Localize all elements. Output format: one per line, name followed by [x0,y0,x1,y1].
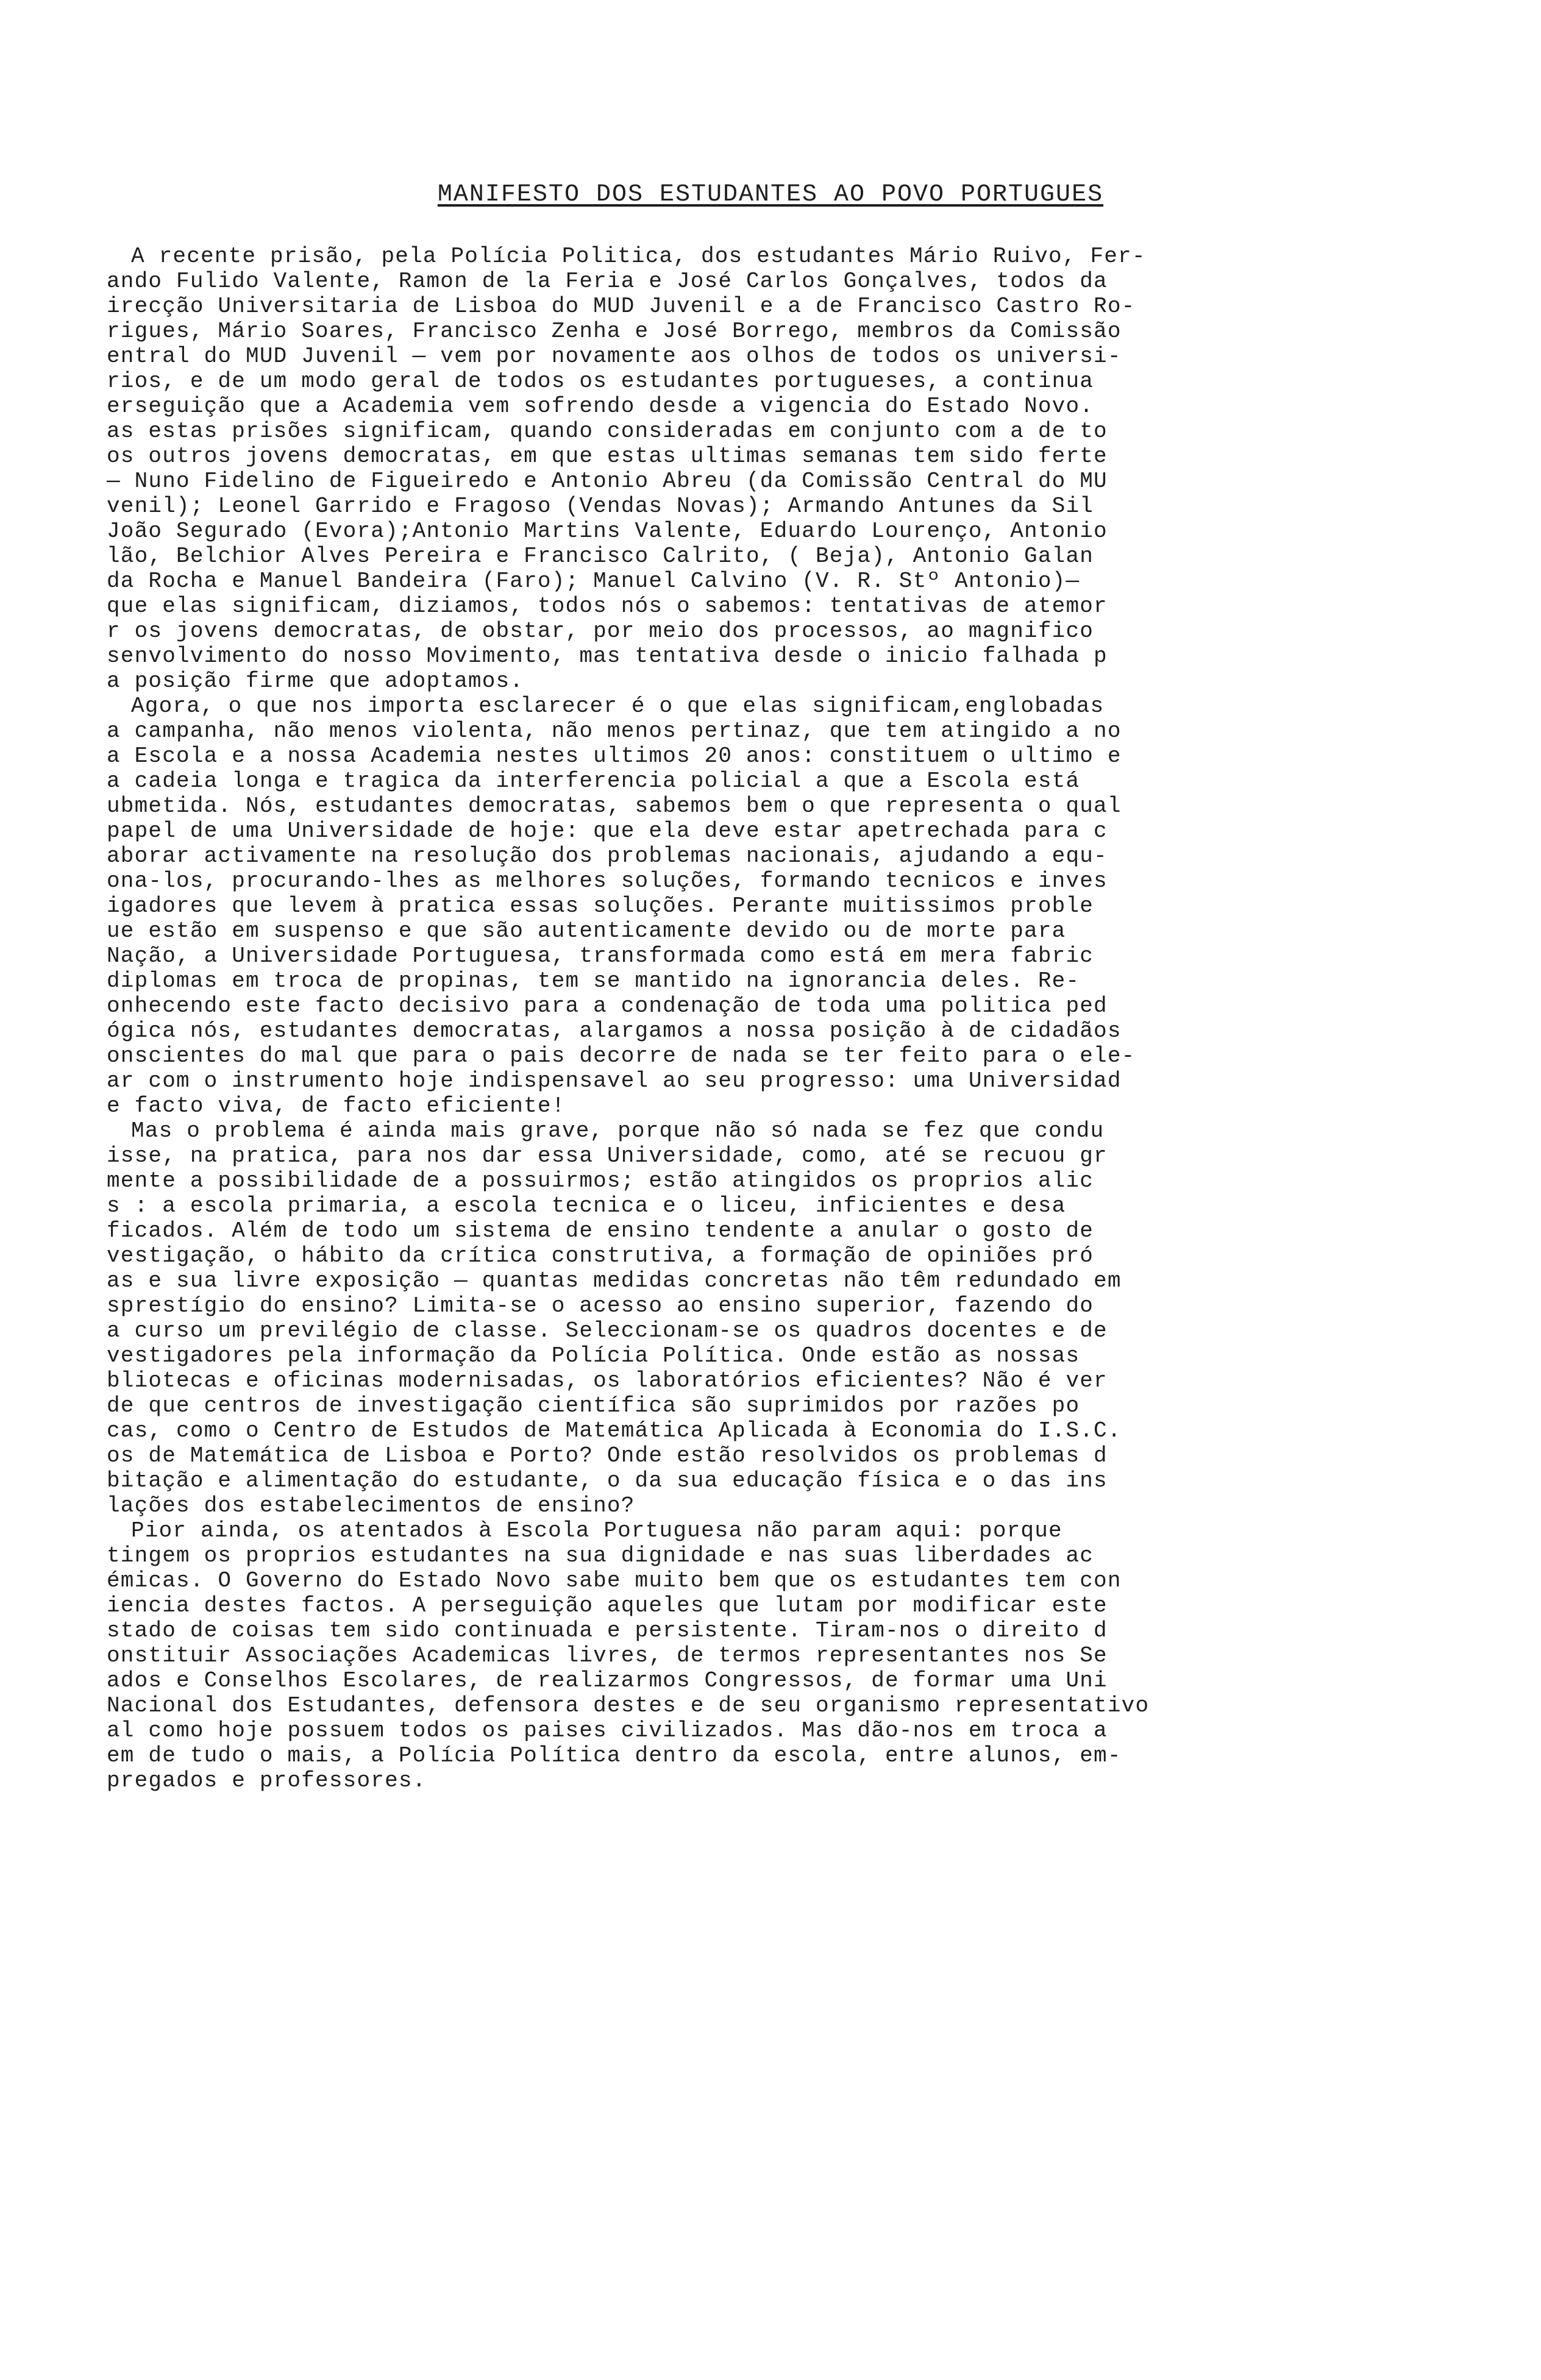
text-line: r os jovens democratas, de obstar, por meio dos processos, ao magnifico [107,619,1094,644]
text-line: a Escola e a nossa Academia nestes ultimos 20 anos: constituem o ultimo e [107,744,1122,769]
text-line: os de Matemática de Lisboa e Porto? Onde estão resolvidos os problemas d [107,1443,1108,1468]
text-line: bitação e alimentação do estudante, o da sua educação física e o das ins [107,1468,1108,1493]
text-line: a curso um previlégio de classe. Seleccionam-se os quadros docentes e de [107,1318,1108,1343]
text-line: s : a escola primaria, a escola tecnica e o liceu, inficientes e desa [107,1193,1066,1218]
text-line: a posição firme que adoptamos. [107,669,524,694]
text-line: ógica nós, estudantes democratas, alargamos a nossa posição à de cidadãos [107,1018,1122,1043]
text-line: Pior ainda, os atentados à Escola Portuguesa não param aqui: porque [131,1518,1062,1543]
text-line: as e sua livre exposição — quantas medidas concretas não têm redundado em [107,1268,1122,1293]
text-line: vestigação, o hábito da crítica construtiva, a formação de opiniões pró [107,1243,1094,1268]
text-line: senvolvimento do nosso Movimento, mas tentativa desde o inicio falhada p [107,644,1108,669]
text-line: Nação, a Universidade Portuguesa, transformada como está em mera fabric [107,943,1094,968]
text-line: mente a possibilidade de a possuirmos; estão atingidos os proprios alic [107,1168,1094,1193]
text-line: al como hoje possuem todos os paises civilizados. Mas dão-nos em troca a [107,1718,1108,1743]
text-line: ubmetida. Nós, estudantes democratas, sabemos bem o que representa o qual [107,794,1122,819]
text-line: irecção Universitaria de Lisboa do MUD Juvenil e a de Francisco Castro Ro- [107,294,1136,319]
text-line: em de tudo o mais, a Polícia Política dentro da escola, entre alunos, em- [107,1743,1122,1768]
text-line: stado de coisas tem sido continuada e persistente. Tiram-nos o direito d [107,1618,1108,1643]
text-line: erseguição que a Academia vem sofrendo desde a vigencia do Estado Novo. [107,394,1094,419]
text-line: diplomas em troca de propinas, tem se mantido na ignorancia deles. Re- [107,968,1080,993]
text-line: da Rocha e Manuel Bandeira (Faro); Manuel Calvino (V. R. Stº Antonio)— [107,569,1080,594]
text-line: Agora, o que nos importa esclarecer é o que elas significam,englobadas [131,694,1105,719]
document-body [107,244,1460,1793]
text-line: venil); Leonel Garrido e Fragoso (Vendas Novas); Armando Antunes da Sil [107,494,1094,519]
text-line: onhecendo este facto decisivo para a condenação de toda uma politica ped [107,993,1108,1018]
text-line: — Nuno Fidelino de Figueiredo e Antonio Abreu (da Comissão Central do MU [107,469,1108,494]
text-line: A recente prisão, pela Polícia Politica, dos estudantes Mário Ruivo, Fer- [131,244,1146,269]
text-line: ados e Conselhos Escolares, de realizarmos Congressos, de formar uma Uni [107,1668,1108,1693]
text-line: lão, Belchior Alves Pereira e Francisco Calrito, ( Beja), Antonio Galan [107,544,1094,569]
text-line: entral do MUD Juvenil — vem por novamente aos olhos de todos os universi- [107,344,1122,369]
text-line: émicas. O Governo do Estado Novo sabe muito bem que os estudantes tem con [107,1568,1122,1593]
text-line: e facto viva, de facto eficiente! [107,1093,566,1118]
text-line: tingem os proprios estudantes na sua dignidade e nas suas liberdades ac [107,1543,1094,1568]
text-line: ona-los, procurando-lhes as melhores soluções, formando tecnicos e inves [107,869,1108,893]
text-line: Mas o problema é ainda mais grave, porque não só nada se fez que condu [131,1118,1105,1143]
text-line: os outros jovens democratas, em que estas ultimas semanas tem sido ferte [107,444,1108,469]
text-line: a campanha, não menos violenta, não menos pertinaz, que tem atingido a no [107,719,1122,744]
page-title: MANIFESTO DOS ESTUDANTES AO POVO PORTUGUES [437,181,1104,208]
text-line: a cadeia longa e tragica da interferencia policial a que a Escola está [107,769,1080,794]
text-line: pregados e professores. [107,1768,427,1793]
text-line: papel de uma Universidade de hoje: que ela deve estar apetrechada para c [107,819,1108,844]
text-line: que elas significam, diziamos, todos nós o sabemos: tentativas de atemor [107,594,1108,619]
text-line: igadores que levem à pratica essas soluções. Perante muitissimos proble [107,893,1094,918]
text-line: ando Fulido Valente, Ramon de la Feria e José Carlos Gonçalves, todos da [107,269,1108,294]
text-line: ue estão em suspenso e que são autenticamente devido ou de morte para [107,918,1066,943]
text-line: João Segurado (Evora);Antonio Martins Valente, Eduardo Lourenço, Antonio [107,519,1108,544]
text-line: onscientes do mal que para o pais decorre de nada se ter feito para o ele- [107,1043,1136,1068]
text-line: iencia destes factos. A perseguição aqueles que lutam por modificar este [107,1593,1108,1618]
text-line: Nacional dos Estudantes, defensora destes e de seu organismo representativo [107,1693,1150,1718]
text-line: lações dos estabelecimentos de ensino? [107,1493,635,1518]
text-line: de que centros de investigação científica são suprimidos por razões po [107,1393,1080,1418]
text-line: isse, na pratica, para nos dar essa Universidade, como, até se recuou gr [107,1143,1108,1168]
text-line: cas, como o Centro de Estudos de Matemática Aplicada à Economia do I.S.C. [107,1418,1122,1443]
text-line: aborar activamente na resolução dos problemas nacionais, ajudando a equ- [107,844,1108,869]
text-line: sprestígio do ensino? Limita-se o acesso ao ensino superior, fazendo do [107,1293,1094,1318]
text-line: vestigadores pela informação da Polícia Política. Onde estão as nossas [107,1343,1080,1368]
text-line: bliotecas e oficinas modernisadas, os laboratórios eficientes? Não é ver [107,1368,1108,1393]
text-line: onstituir Associações Academicas livres, de termos representantes nos Se [107,1643,1108,1668]
text-line: rios, e de um modo geral de todos os estudantes portugueses, a continua [107,369,1094,394]
text-line: ficados. Além de todo um sistema de ensino tendente a anular o gosto de [107,1218,1094,1243]
text-line: as estas prisões significam, quando consideradas em conjunto com a de to [107,419,1108,444]
text-line: ar com o instrumento hoje indispensavel ao seu progresso: uma Universidad [107,1068,1122,1093]
text-line: rigues, Mário Soares, Francisco Zenha e José Borrego, membros da Comissão [107,319,1122,344]
